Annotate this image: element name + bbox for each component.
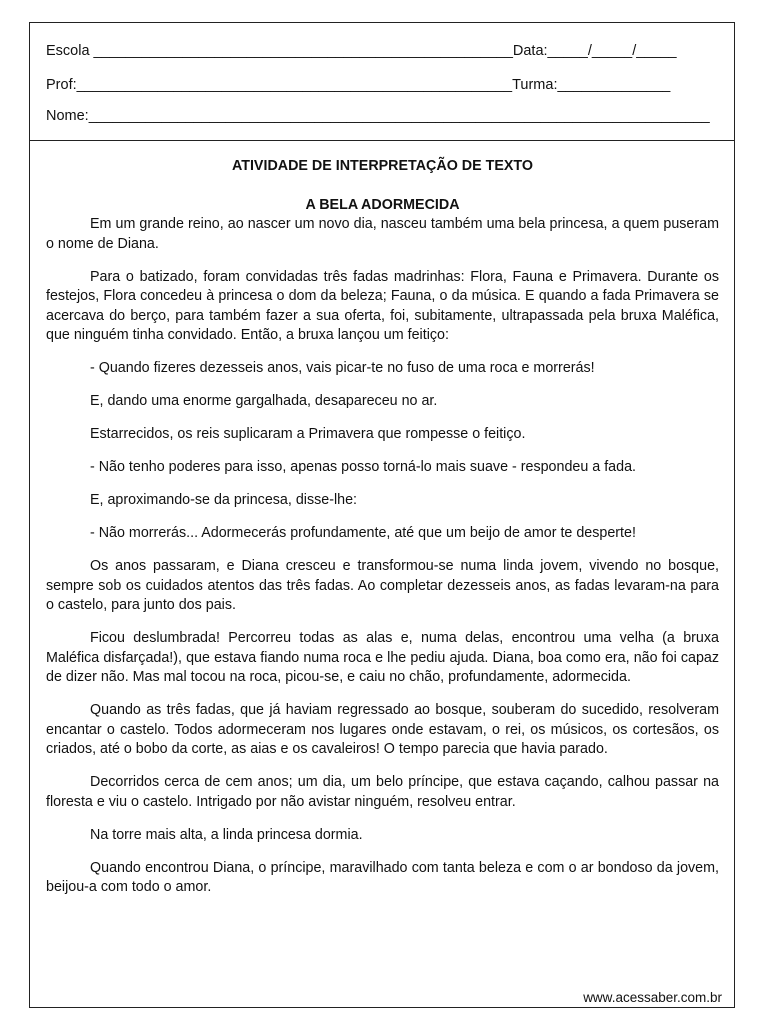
story-title: A BELA ADORMECIDA — [305, 196, 460, 213]
paragraph: Estarrecidos, os reis suplicaram a Primavera que rompesse o feitiço. — [90, 426, 526, 442]
paragraph: Quando as três fadas, que já haviam regressado ao bosque, souberam do sucedido, resolveram encantar o castelo. Todos adormeceram nos lugares onde estavam, o rei, os músicos, os cortesãos, os criados, até o bobo da corte, as aias e os cavaleiros! O tempo parecia que havia parado. — [46, 702, 719, 757]
paragraph: Na torre mais alta, a linda princesa dormia. — [90, 826, 363, 843]
website-link[interactable]: www.acessaber.com.br — [583, 990, 722, 1005]
school-date-line: Escola ____________________________________________________Data:_____/_____/_____ — [46, 43, 677, 59]
paragraph: Decorridos cerca de cem anos; um dia, um belo príncipe, que estava caçando, calhou passar na floresta e viu o castelo. Intrigado por não avistar ninguém, resolveu entrar. — [46, 774, 719, 810]
paragraph: - Quando fizeres dezesseis anos, vais picar-te no fuso de uma roca e morrerás! — [90, 360, 595, 376]
paragraph: Ficou deslumbrada! Percorreu todas as alas e, numa delas, encontrou uma velha (a bruxa Maléfica disfarçada!), que estava fiando numa roca e lhe pediu ajuda. Diana, boa como era, não foi capaz de dizer não. Mas mal tocou na roca, picou-se, e caiu no chão, profundamente, adormecida. — [46, 630, 719, 685]
student-name-line: Nome:_____________________________________________________________________________ — [46, 108, 710, 124]
paragraph: Em um grande reino, ao nascer um novo dia, nasceu também uma bela princesa, a quem puseram o nome de Diana. — [46, 216, 719, 252]
teacher-class-line: Prof:______________________________________________________Turma:______________ — [46, 77, 671, 93]
header-box — [30, 23, 734, 141]
worksheet-frame — [29, 22, 735, 1008]
document-body — [46, 153, 719, 911]
paragraph: E, dando uma enorme gargalhada, desapareceu no ar. — [90, 393, 438, 409]
paragraph: - Não tenho poderes para isso, apenas posso torná-lo mais suave - respondeu a fada. — [90, 459, 636, 475]
paragraph: Os anos passaram, e Diana cresceu e transformou-se numa linda jovem, vivendo no bosque, sempre sob os cuidados atentos das três fadas. Ao completar dezesseis anos, as fadas levaram-na para o castelo, para junto dos pais. — [46, 558, 719, 613]
paragraph: E, aproximando-se da princesa, disse-lhe: — [90, 492, 358, 508]
paragraph: - Não morrerás... Adormecerás profundamente, até que um beijo de amor te desperte! — [90, 525, 636, 541]
paragraph: Para o batizado, foram convidadas três fadas madrinhas: Flora, Fauna e Primavera. Durante os festejos, Flora concedeu à princesa o dom da beleza; Fauna, o da música. E quando a fada Primavera se acercava do berço, para também fazer a sua oferta, foi, subitamente, ultrapassada pela bruxa Maléfica, que ninguém tinha convidado. Então, a bruxa lançou um feitiço: — [46, 268, 719, 343]
paragraph: Quando encontrou Diana, o príncipe, maravilhado com tanta beleza e com o ar bondoso da jovem, beijou-a com todo o amor. — [46, 859, 719, 895]
activity-title: ATIVIDADE DE INTERPRETAÇÃO DE TEXTO — [231, 158, 534, 174]
